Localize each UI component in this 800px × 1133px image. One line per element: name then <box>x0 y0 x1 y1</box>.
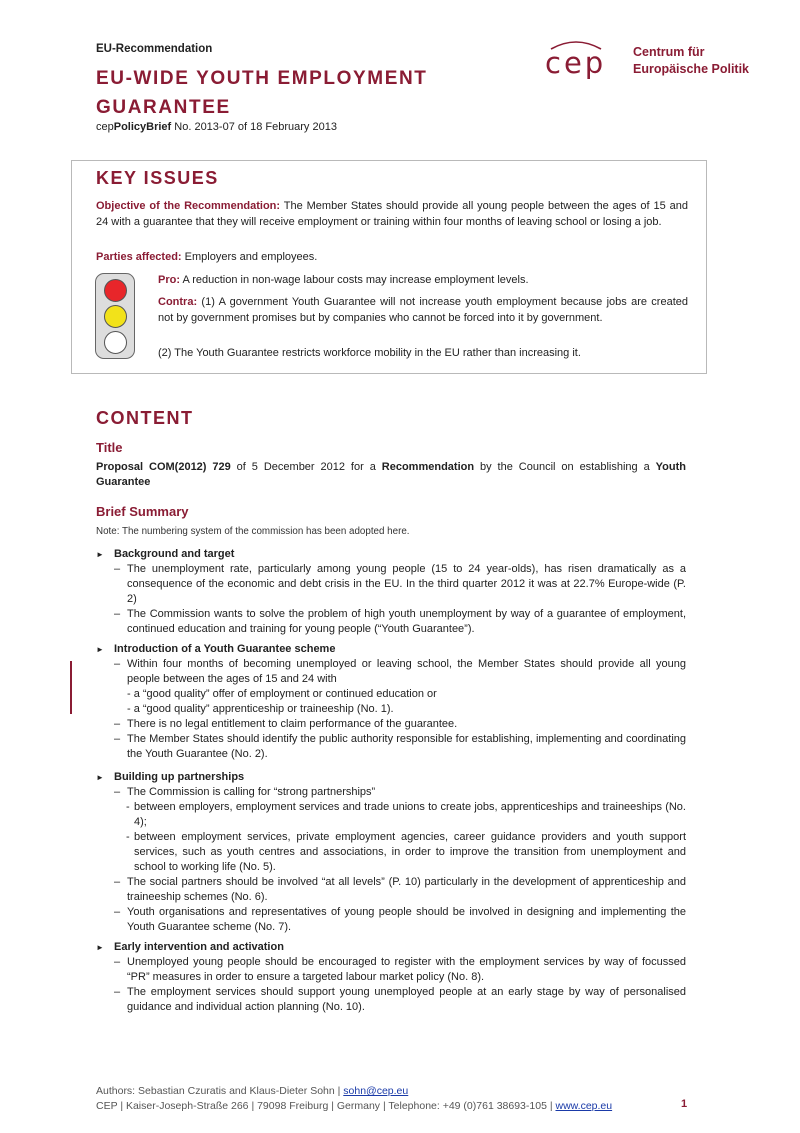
footer-authors <box>96 1085 408 1097</box>
address-text: CEP | Kaiser-Joseph-Straße 266 | 79098 Freiburg | Germany | Telephone: +49 (0)761 38693-105 | <box>96 1100 556 1112</box>
logo-line-1: Centrum für <box>633 45 705 59</box>
section-heading: ► Background and target <box>114 547 686 562</box>
brief-bold: PolicyBrief <box>113 121 172 133</box>
list-item-text: The Commission is calling for “strong partnerships” <box>127 786 376 798</box>
section-youth-guarantee-scheme <box>96 642 686 762</box>
list-item-text: Within four months of becoming unemployed or leaving school, the Member States should provide all young people between the ages of 15 and 24 with <box>127 658 686 685</box>
website-link[interactable]: www.cep.eu <box>555 1100 613 1112</box>
objective-label: Objective of the Recommendation: <box>96 200 281 212</box>
contra-label: Contra: <box>158 296 198 308</box>
email-link[interactable]: sohn@cep.eu <box>343 1085 409 1097</box>
list-item: – The Commission wants to solve the problem of high youth unemployment by way of a guarantee of employment, continued education and training for young people (“Youth Guarantee”). <box>114 608 686 635</box>
proposal-type: Recommendation <box>381 461 475 473</box>
parties-text: Employers and employees. <box>181 251 318 263</box>
section-early-intervention <box>96 940 686 1015</box>
list-item-text: Unemployed young people should be encouraged to register with the employment services by way of focussed “PR” measures in order to ensure a targeted labour market policy (No. 8). <box>127 956 686 983</box>
white-lamp-icon <box>104 331 127 354</box>
list-item-text: There is no legal entitlement to claim performance of the guarantee. <box>127 718 458 730</box>
list-subitem: - between employment services, private employment agencies, career guidance providers and youth support services, such as youth centres and associations, in order to improve the transition from unemployment and school to working life (No. 5). <box>126 831 686 873</box>
brief-summary-heading: Brief Summary <box>96 504 189 519</box>
list-item: – Youth organisations and representatives of young people should be involved in designing and implementing the Youth Guarantee scheme (No. 7). <box>114 906 686 933</box>
logo-text <box>633 44 749 78</box>
margin-marker <box>70 661 72 714</box>
list-item: – The Member States should identify the public authority responsible for establishing, implementing and coordinating the Youth Guarantee (No. 2). <box>114 733 686 760</box>
pro-text: A reduction in non-wage labour costs may increase employment levels. <box>180 274 529 286</box>
list-item-option: - a “good quality” apprenticeship or traineeship (No. 1). <box>127 703 394 715</box>
objective-paragraph <box>96 199 688 230</box>
list-item-text: The unemployment rate, particularly among young people (15 to 24 year-olds), has risen dramatically as a consequence of the economic and debt crisis in the EU. In the third quarter 2012 it was at 22.7% Europe-wide (P. 2) <box>127 563 686 605</box>
list-item: – Within four months of becoming unemployed or leaving school, the Member States should provide all young people between the ages of 15 and 24 with - a “good quality” offer of employment or continued education or - a “good quality” apprenticeship or traineeship (No. 1). <box>114 658 686 715</box>
logo-mark: cep <box>545 46 607 80</box>
list-item: – The social partners should be involved “at all levels” (P. 10) particularly in the development of apprenticeship and traineeship schemes (No. 6). <box>114 876 686 903</box>
list-item: – The Commission is calling for “strong partnerships” <box>114 786 376 798</box>
section-background-target <box>96 547 686 637</box>
title-subheading: Title <box>96 440 123 455</box>
section-heading: ► Early intervention and activation <box>114 940 686 955</box>
key-issues-heading: KEY ISSUES <box>96 168 219 188</box>
pro-paragraph <box>158 273 688 289</box>
red-lamp-icon <box>104 279 127 302</box>
policy-brief-line <box>96 121 337 133</box>
brief-number-date: No. 2013-07 of 18 February 2013 <box>171 121 337 133</box>
objective-text: The Member States should provide all young people between the ages of 15 and 24 with a guarantee that they will receive employment or training within four months of leaving school or losing a job. <box>96 200 688 228</box>
parties-label: Parties affected: <box>96 251 182 263</box>
section-heading: ► Building up partnerships <box>114 770 686 785</box>
list-item: – Unemployed young people should be encouraged to register with the employment services by way of focussed “PR” measures in order to ensure a targeted labour market policy (No. 8). <box>114 956 686 983</box>
contra-paragraph <box>158 295 688 326</box>
logo-line-2: Europäische Politik <box>633 62 750 76</box>
section-heading: ► Introduction of a Youth Guarantee scheme <box>114 642 686 657</box>
list-subitem-text: between employers, employment services and trade unions to create jobs, apprenticeships and traineeships (No. 4); <box>134 801 686 828</box>
list-subitem: - between employers, employment services and trade unions to create jobs, apprenticeships and traineeships (No. 4); <box>126 801 686 828</box>
page-number: 1 <box>681 1098 688 1110</box>
list-item-text: The employment services should support young unemployed people at an early stage by way of personalised guidance and individual action planning (No. 10). <box>127 986 686 1013</box>
contra-2-paragraph: (2) The Youth Guarantee restricts workforce mobility in the EU rather than increasing it. <box>158 347 581 359</box>
pro-label: Pro: <box>158 274 180 286</box>
list-item-option: - a “good quality” offer of employment or continued education or <box>127 688 437 700</box>
parties-paragraph <box>96 250 688 266</box>
list-item-text: The Member States should identify the public authority responsible for establishing, implementing and coordinating the Youth Guarantee (No. 2). <box>127 733 686 760</box>
contra-text: (1) A government Youth Guarantee will not increase youth employment because jobs are created not by government promises but by companies who cannot be forced into it by government. <box>158 296 688 324</box>
authors-text: Authors: Sebastian Czuratis and Klaus-Dieter Sohn | <box>96 1085 344 1097</box>
document-title <box>96 64 456 122</box>
content-heading: CONTENT <box>96 408 194 428</box>
title-line-2: GUARANTEE <box>96 97 231 118</box>
key-issues-box <box>71 160 707 374</box>
proposal-ref: Proposal COM(2012) 729 <box>96 461 231 473</box>
list-item: – The unemployment rate, particularly among young people (15 to 24 year-olds), has risen dramatically as a consequence of the economic and debt crisis in the EU. In the third quarter 2012 it was at 22.7% Europe-wide (P. 2) <box>114 563 686 605</box>
yellow-lamp-icon <box>104 305 127 328</box>
section-partnerships <box>96 770 686 935</box>
document-kicker: EU-Recommendation <box>96 43 213 55</box>
numbering-note: Note: The numbering system of the commission has been adopted here. <box>96 526 410 537</box>
proposal-connector: by the Council on establishing a <box>474 461 656 473</box>
proposal-date: of 5 December 2012 for a <box>230 461 382 473</box>
list-item-text: The social partners should be involved “at all levels” (P. 10) particularly in the development of apprenticeship and traineeship schemes (No. 6). <box>127 876 686 903</box>
proposal-subject: Youth Guarantee <box>96 461 686 488</box>
list-item: – There is no legal entitlement to claim performance of the guarantee. <box>114 718 458 730</box>
proposal-title <box>96 460 686 490</box>
title-line-1: EU-WIDE YOUTH EMPLOYMENT <box>96 68 428 89</box>
list-item-text: Youth organisations and representatives of young people should be involved in designing and implementing the Youth Guarantee scheme (No. 7). <box>127 906 686 933</box>
list-item-text: The Commission wants to solve the problem of high youth unemployment by way of a guarantee of employment, continued education and training for young people (“Youth Guarantee”). <box>127 608 686 635</box>
list-item: – The employment services should support young unemployed people at an early stage by way of personalised guidance and individual action planning (No. 10). <box>114 986 686 1013</box>
brief-prefix: cep <box>96 121 114 133</box>
traffic-light-icon <box>95 273 135 359</box>
footer-address <box>96 1100 612 1112</box>
list-subitem-text: between employment services, private employment agencies, career guidance providers and youth support services, such as youth centres and associations, in order to improve the transition from unemployment and school to working life (No. 5). <box>134 831 686 873</box>
cep-logo <box>545 42 765 82</box>
